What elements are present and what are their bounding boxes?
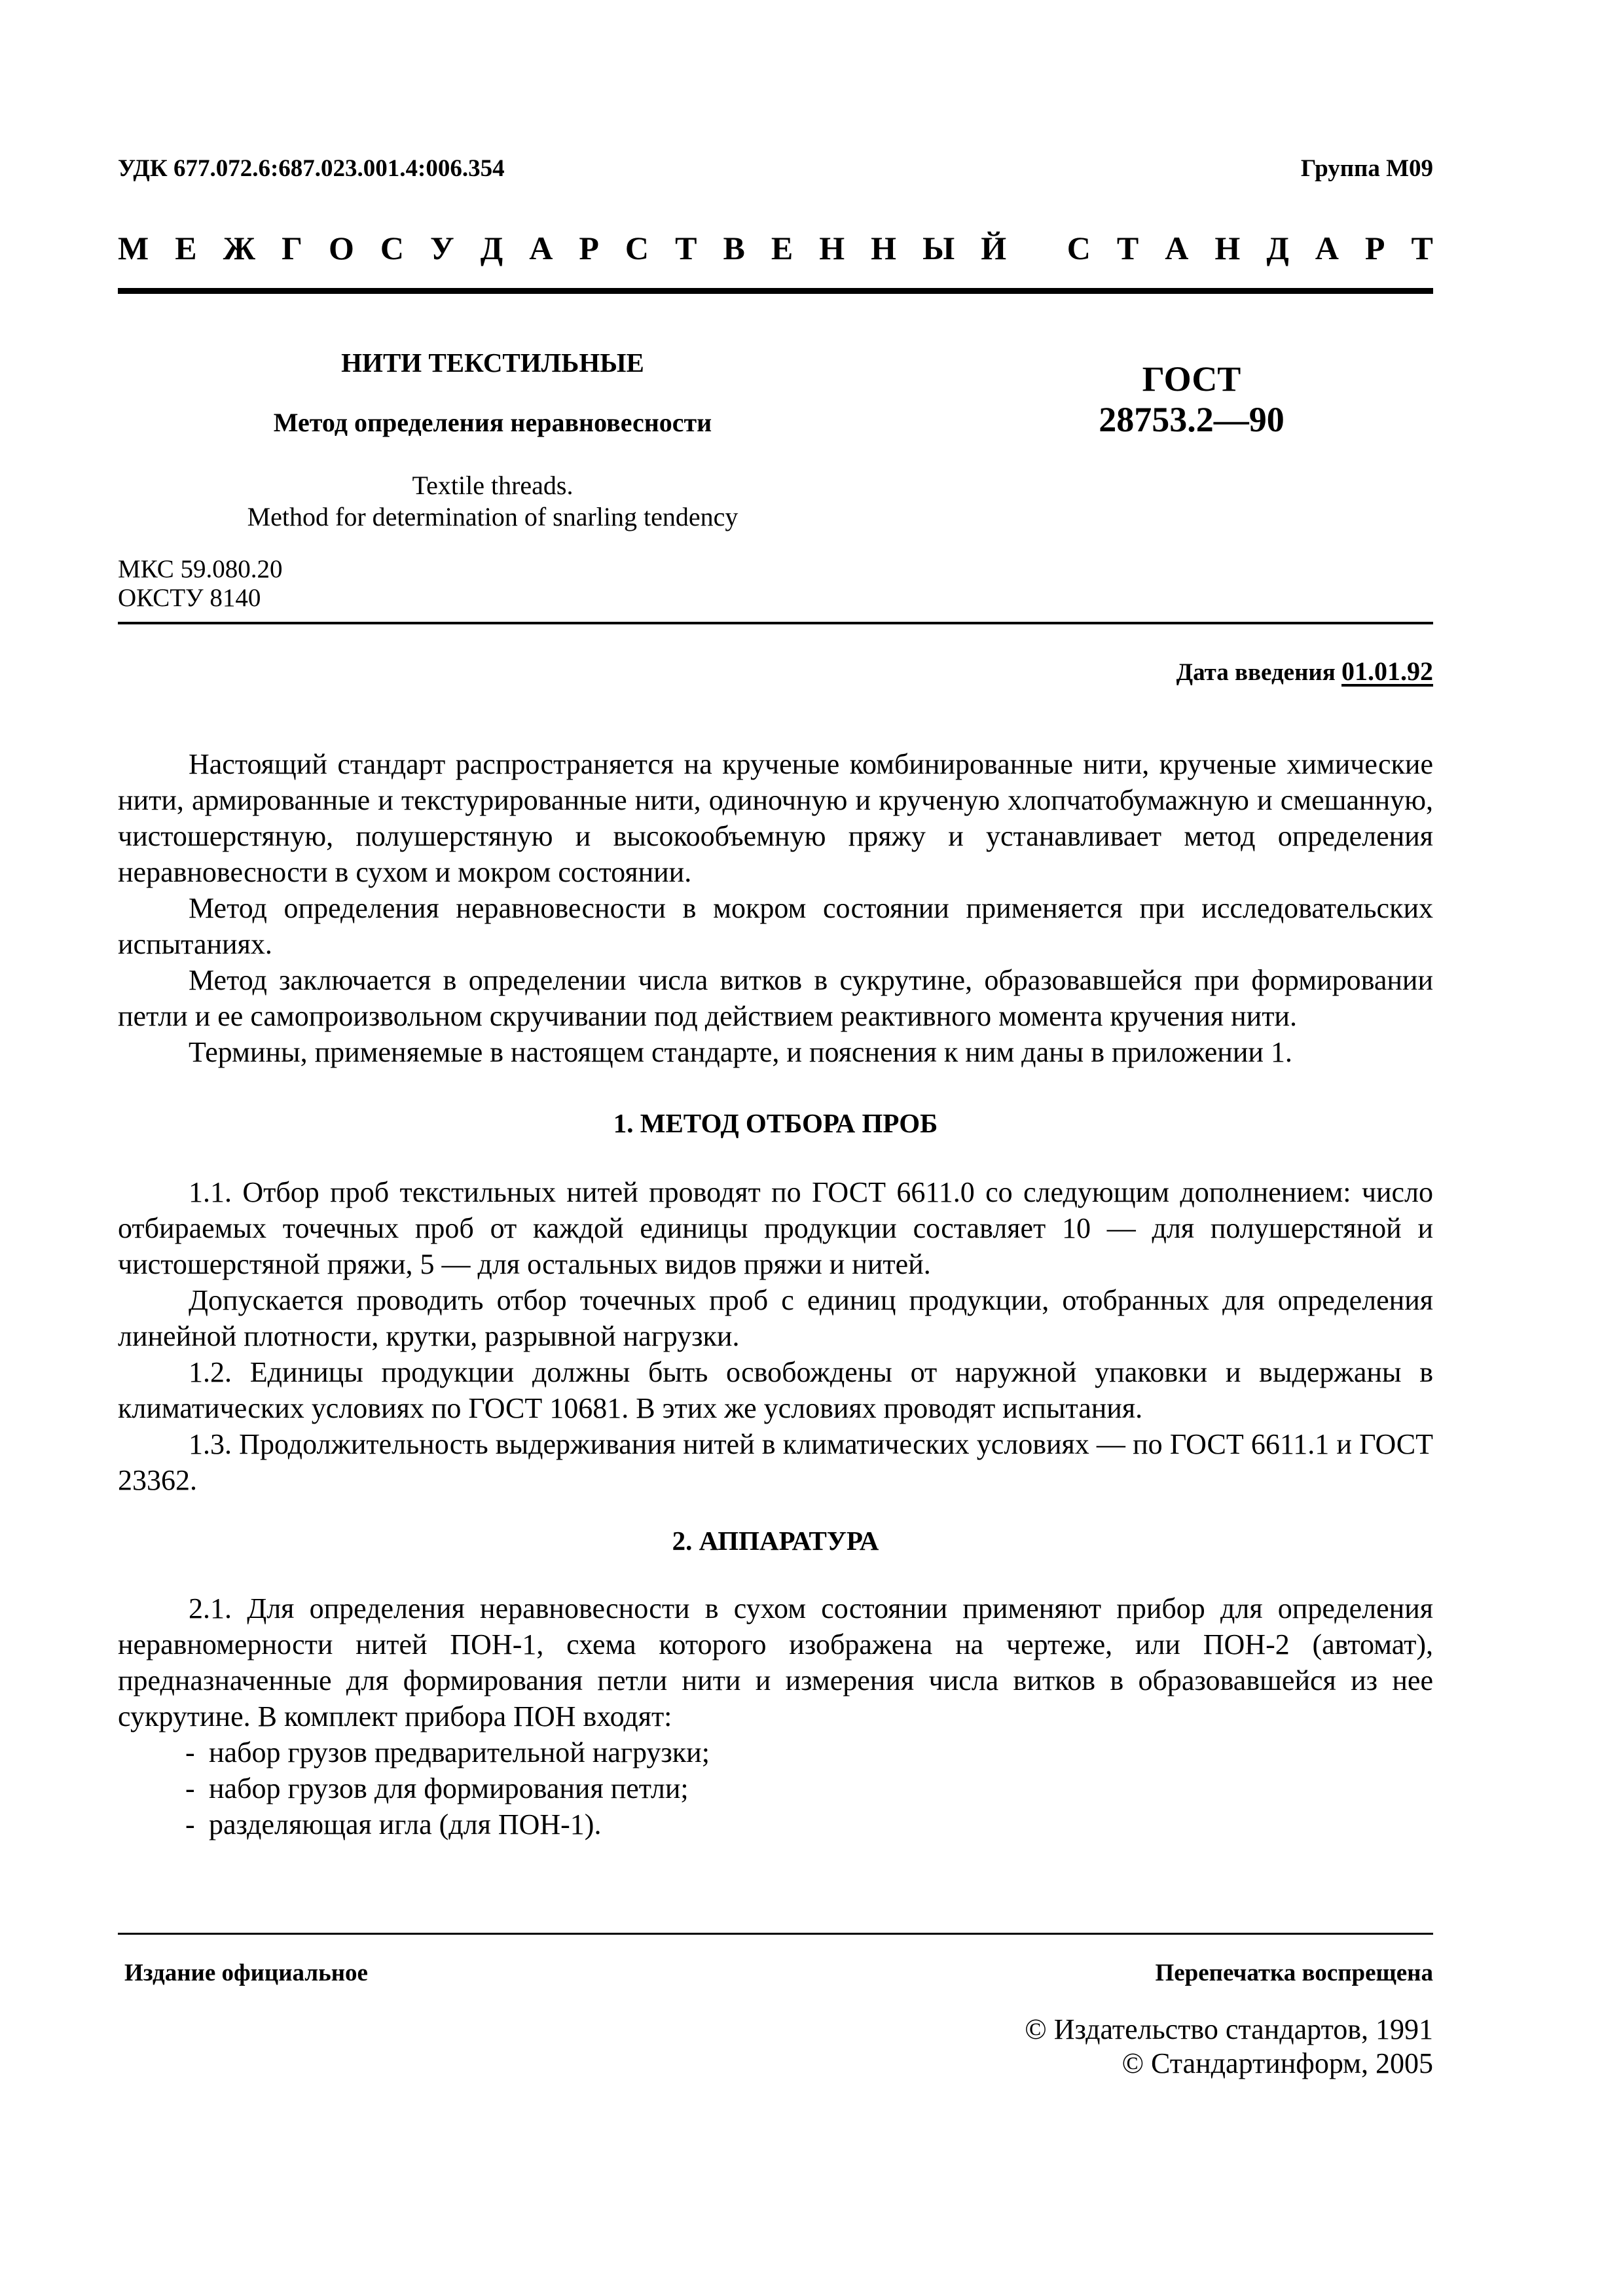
letter: Д — [1266, 230, 1289, 266]
classification-codes — [118, 555, 282, 613]
gost-designation — [1008, 359, 1375, 440]
letter: Р — [1364, 230, 1385, 266]
list-item — [185, 1734, 1433, 1770]
mks-code: МКС 59.080.20 — [118, 555, 283, 583]
copyright-line: © Издательство стандартов, 1991 — [1025, 2013, 1433, 2045]
section-heading-2: 2. АППАРАТУРА — [672, 1526, 879, 1556]
section-1-text — [118, 1174, 1433, 1498]
introduction-date-value: 01.01.92 — [1341, 656, 1433, 686]
reprint-prohibited-note: Перепечатка воспрещена — [1155, 1960, 1433, 1986]
list-marker: - — [185, 1808, 195, 1840]
section-heading-1: 1. МЕТОД ОТБОРА ПРОБ — [613, 1108, 938, 1138]
paragraph: Настоящий стандарт распространяется на крученые комбинированные нити, крученые химические нити, армированные и текстурированные нити, одиночную и крученую хлопчатобумажную и смешанную, чистошерстяную, полушерстяную и высокообъемную пряжу и устанавливает метод определения неравновесности в сухом и мокром состоянии. — [118, 748, 1433, 888]
paragraph: Метод определения неравновесности в мокром состоянии применяется при исследовательских испытаниях. — [118, 892, 1433, 960]
letter: Н — [819, 230, 845, 266]
letter: У — [430, 230, 454, 266]
paragraph: 1.1. Отбор проб текстильных нитей проводят по ГОСТ 6611.0 со следующим дополнением: число отбираемых точечных проб от каждой единицы продукции составляет 10 — для полушерстяной и чистошерстяной пряжи, 5 — для остальных видов пряжи и нитей. — [118, 1176, 1433, 1280]
paragraph: Метод заключается в определении числа витков в сукрутине, образовавшейся при формировании петли и ее самопроизвольном скручивании под действием реактивного момента кручения нити. — [118, 964, 1433, 1032]
letter: Н — [871, 230, 897, 266]
paragraph: 1.2. Единицы продукции должны быть освобождены от наружной упаковки и выдержаны в климатических условиях по ГОСТ 10681. В этих же условиях проводят испытания. — [118, 1356, 1433, 1424]
letter: О — [328, 230, 354, 266]
paragraph: 1.3. Продолжительность выдерживания нитей в климатических условиях — по ГОСТ 6611.1 и ГОСТ 23362. — [118, 1428, 1433, 1496]
letter: Г — [282, 230, 302, 266]
paragraph: Допускается проводить отбор точечных проб с единиц продукции, отобранных для определения линейной плотности, крутки, разрывной нагрузки. — [118, 1284, 1433, 1352]
letter: С — [625, 230, 649, 266]
letter: М — [118, 230, 149, 266]
letter: Е — [175, 230, 197, 266]
udk-code: УДК 677.072.6:687.023.001.4:006.354 — [118, 155, 505, 182]
okstu-code: ОКСТУ 8140 — [118, 584, 261, 612]
introduction-date — [1176, 656, 1433, 687]
paragraph: Термины, применяемые в настоящем стандарте, и пояснения к ним даны в приложении 1. — [189, 1036, 1292, 1068]
letter: Т — [675, 230, 697, 266]
list-marker: - — [185, 1772, 195, 1804]
footer-rule — [118, 1933, 1433, 1935]
group-code: Группа М09 — [1300, 155, 1433, 182]
letter: А — [1165, 230, 1189, 266]
letter: Ж — [223, 230, 256, 266]
document-title: НИТИ ТЕКСТИЛЬНЫЕ — [341, 348, 644, 378]
letter: С — [380, 230, 404, 266]
letter-gap — [1032, 229, 1041, 267]
english-title-line1: Textile threads. — [412, 471, 574, 500]
letter: Н — [1214, 230, 1241, 266]
letter: Й — [981, 230, 1007, 266]
letter: Д — [480, 230, 503, 266]
header-rule — [118, 288, 1433, 294]
letter: С — [1067, 230, 1091, 266]
letter: Т — [1116, 230, 1139, 266]
english-title — [118, 470, 867, 533]
intro-text — [118, 746, 1433, 1070]
letter: Ы — [922, 230, 955, 266]
introduction-date-label: Дата введения — [1176, 659, 1336, 686]
list-item-text: набор грузов для формирования петли; — [209, 1772, 689, 1804]
list-item-text: разделяющая игла (для ПОН-1). — [209, 1808, 602, 1840]
equipment-list — [118, 1734, 1433, 1842]
letter: В — [723, 230, 745, 266]
list-item — [185, 1806, 1433, 1842]
copyright-block — [1025, 2013, 1433, 2081]
paragraph: 2.1. Для определения неравновесности в сухом состоянии применяют прибор для определения неравномерности нитей ПОН-1, схема которого изображена на чертеже, или ПОН-2 (автомат), предназначенные для формирования петли нити и измерения числа витков в образовавшейся из нее сукрутине. В комплект прибора ПОН входят: — [118, 1592, 1433, 1732]
list-item — [185, 1770, 1433, 1806]
gost-label: ГОСТ — [1142, 359, 1241, 399]
letter: А — [529, 230, 553, 266]
document-subtitle: Метод определения неравновесности — [273, 408, 712, 437]
list-marker: - — [185, 1736, 195, 1768]
copyright-line: © Стандартинформ, 2005 — [1122, 2047, 1433, 2079]
section-2-text — [118, 1590, 1433, 1842]
letter: Р — [579, 230, 599, 266]
letter: Е — [771, 230, 793, 266]
letter: Т — [1411, 230, 1433, 266]
standard-type-heading — [118, 229, 1433, 267]
list-item-text: набор грузов предварительной нагрузки; — [209, 1736, 710, 1768]
classification-rule — [118, 622, 1433, 624]
english-title-line2: Method for determination of snarling tendency — [247, 502, 739, 531]
letter: А — [1315, 230, 1339, 266]
gost-number: 28753.2—90 — [1099, 400, 1285, 439]
official-edition-note: Издание официальное — [124, 1960, 368, 1986]
